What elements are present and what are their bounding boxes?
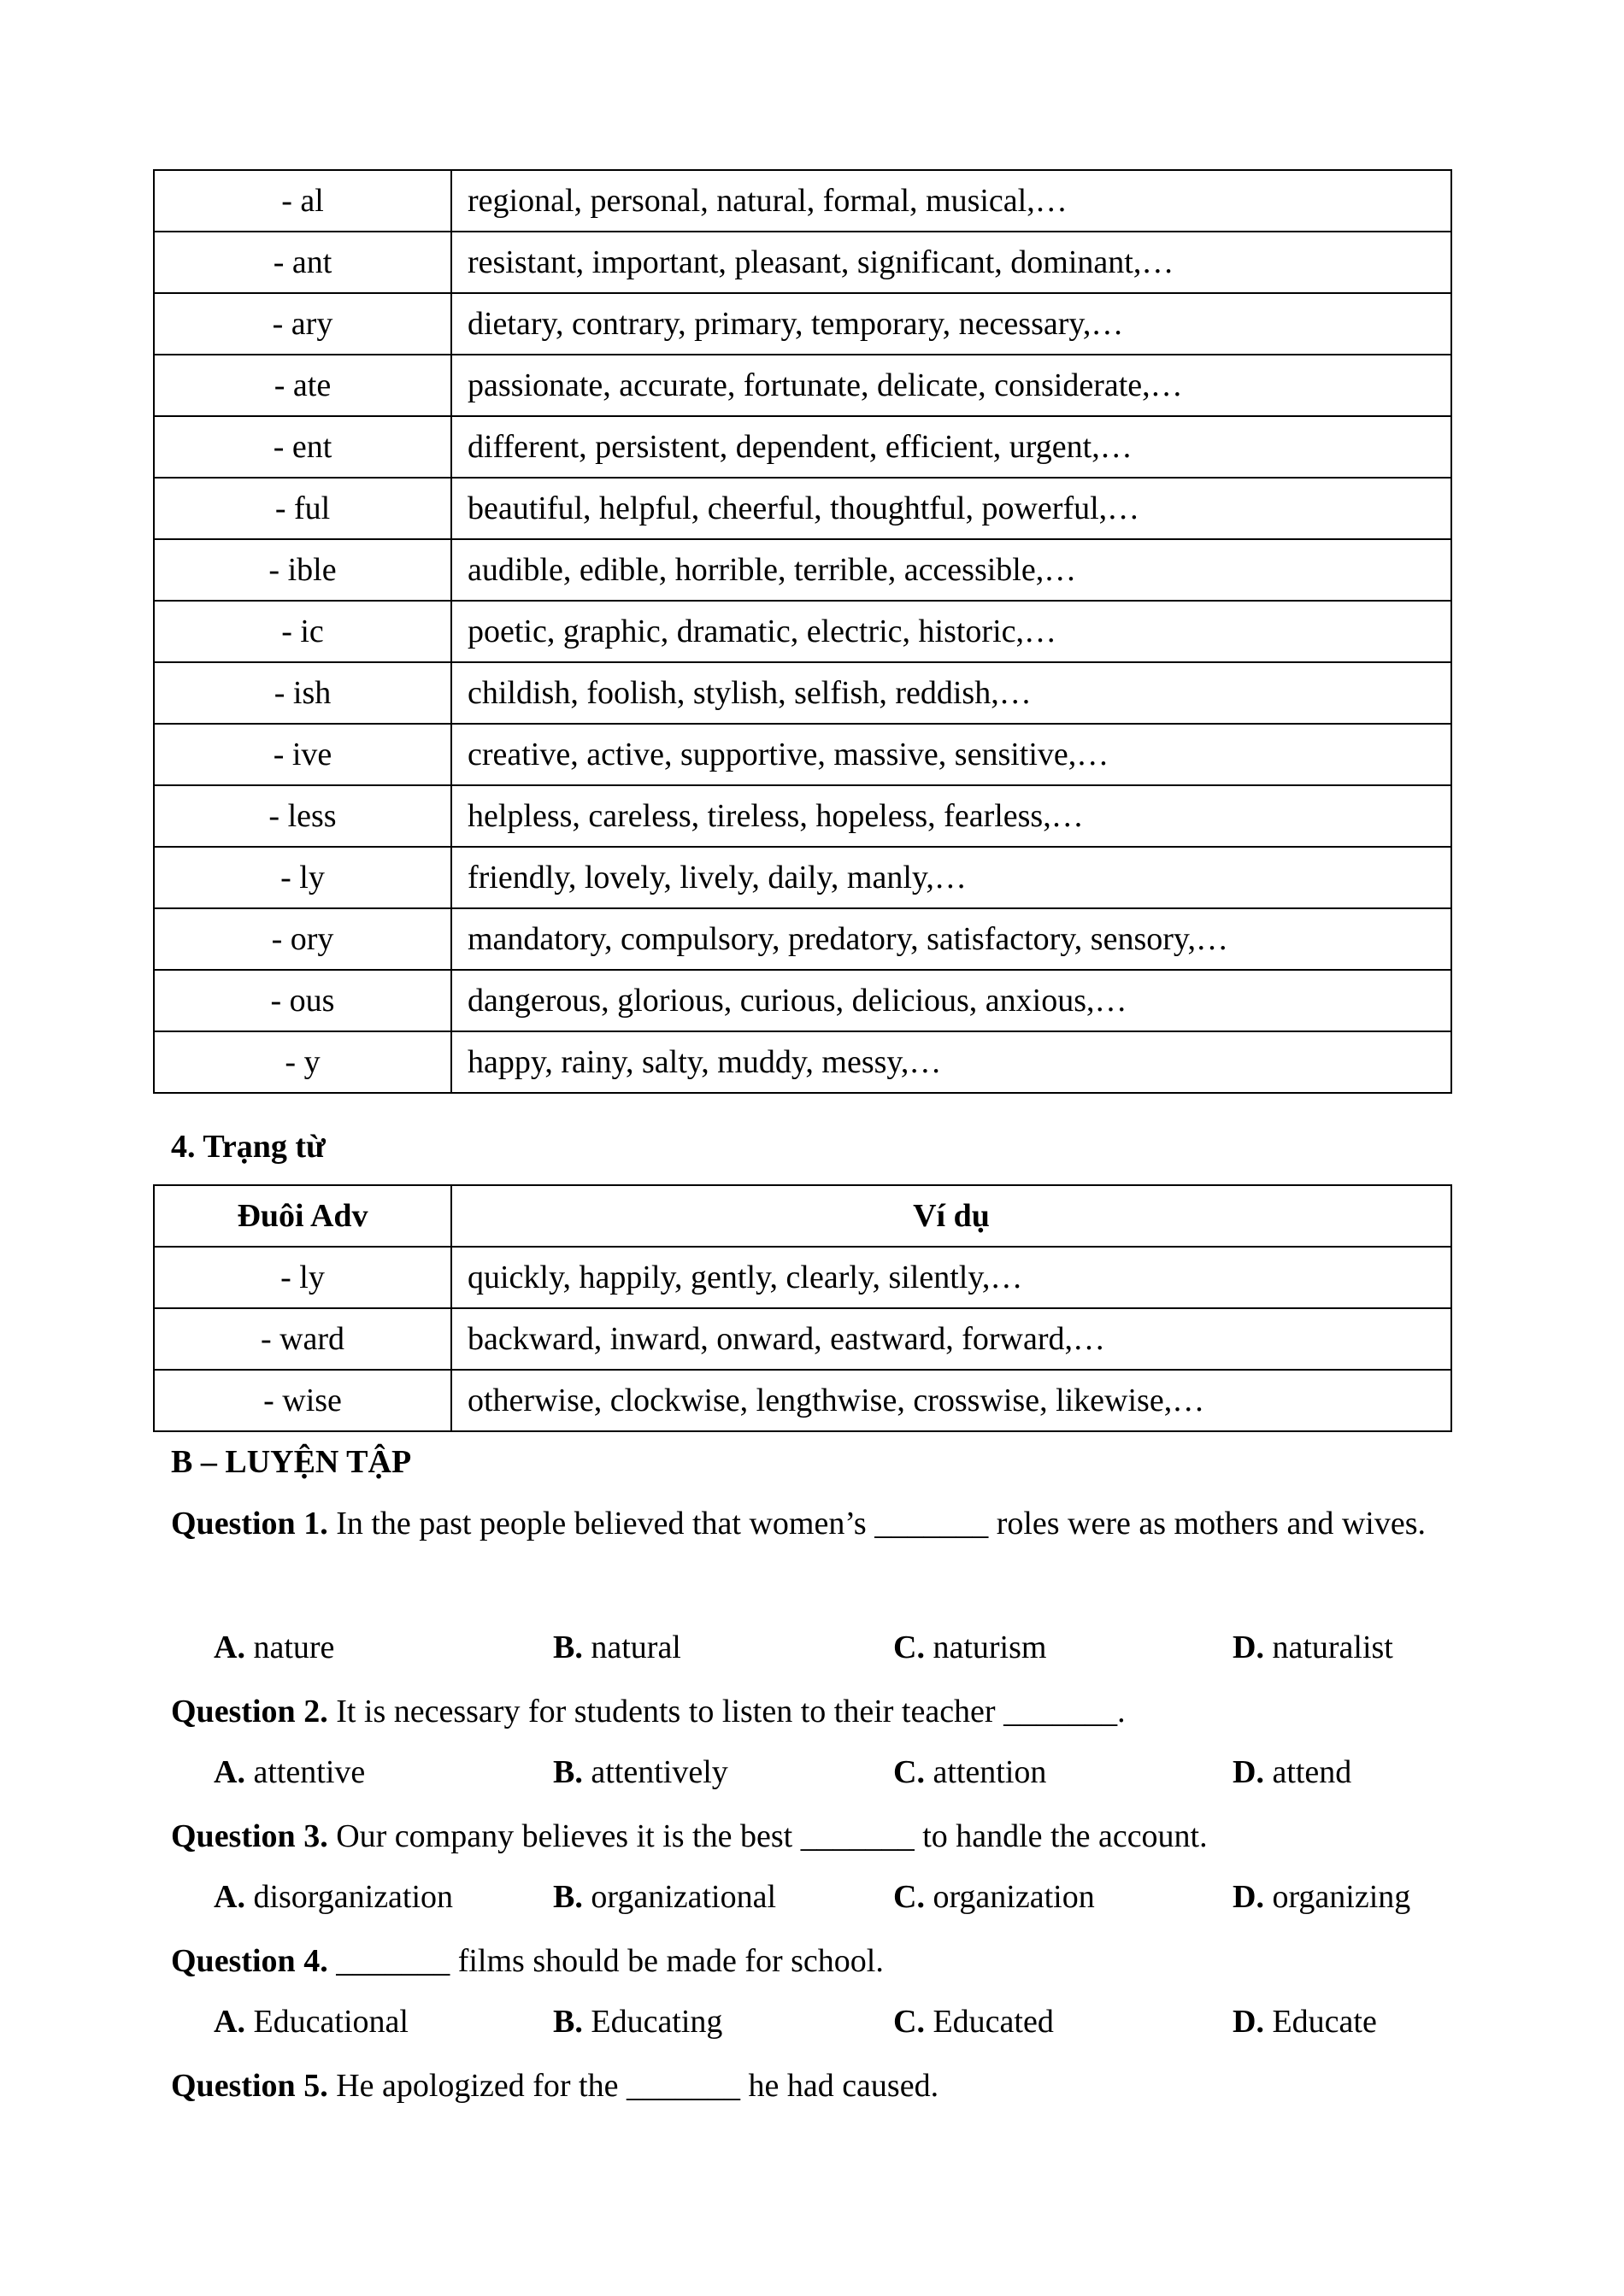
examples-cell: otherwise, clockwise, lengthwise, crosswise, likewise,… <box>451 1370 1451 1431</box>
question-5 <box>171 2055 1470 2117</box>
option-text: naturism <box>924 1630 1047 1665</box>
option-letter: C. <box>893 1754 925 1790</box>
suffix-cell: - ive <box>154 724 451 785</box>
suffix-cell: - ate <box>154 355 451 416</box>
column-header-examples: Ví dụ <box>451 1185 1451 1247</box>
question-text: Our company believes it is the best _______ to handle the account. <box>327 1818 1208 1854</box>
answer-option-b[interactable] <box>553 1626 681 1669</box>
option-text: attentive <box>244 1754 366 1790</box>
table-row <box>154 293 1451 355</box>
option-letter: B. <box>553 1754 583 1790</box>
table-row <box>154 847 1451 908</box>
answer-option-d[interactable] <box>1233 1626 1393 1669</box>
answer-options <box>214 1626 1453 1669</box>
suffix-cell: - ful <box>154 478 451 539</box>
answer-option-d[interactable] <box>1233 1751 1351 1794</box>
answer-options <box>214 1751 1453 1794</box>
answer-option-b[interactable] <box>553 2000 722 2043</box>
examples-cell: quickly, happily, gently, clearly, silently,… <box>451 1247 1451 1308</box>
table-row <box>154 355 1451 416</box>
table-row <box>154 970 1451 1031</box>
suffix-cell: - al <box>154 170 451 232</box>
suffix-cell: - ible <box>154 539 451 601</box>
question-label: Question 2. <box>171 1694 328 1729</box>
option-letter: A. <box>214 2004 245 2040</box>
answer-option-c[interactable] <box>893 1626 1046 1669</box>
examples-cell: backward, inward, onward, eastward, forward,… <box>451 1308 1451 1370</box>
option-letter: D. <box>1233 2004 1264 2040</box>
answer-option-a[interactable] <box>214 1751 365 1794</box>
option-letter: A. <box>214 1630 245 1665</box>
option-text: attend <box>1263 1754 1352 1790</box>
examples-cell: creative, active, supportive, massive, sensitive,… <box>451 724 1451 785</box>
suffix-cell: - ly <box>154 1247 451 1308</box>
option-letter: C. <box>893 2004 925 2040</box>
suffix-cell: - ant <box>154 232 451 293</box>
examples-cell: poetic, graphic, dramatic, electric, historic,… <box>451 601 1451 662</box>
examples-cell: childish, foolish, stylish, selfish, reddish,… <box>451 662 1451 724</box>
table-header-row <box>154 1185 1451 1247</box>
suffix-cell: - ous <box>154 970 451 1031</box>
question-2 <box>171 1681 1470 1742</box>
question-label: Question 4. <box>171 1943 328 1979</box>
answer-option-c[interactable] <box>893 1876 1095 1918</box>
question-text: _______ films should be made for school. <box>327 1943 884 1979</box>
option-letter: C. <box>893 1630 925 1665</box>
question-text: It is necessary for students to listen to their teacher _______. <box>327 1694 1126 1729</box>
option-text: attentively <box>582 1754 728 1790</box>
question-label: Question 5. <box>171 2068 328 2104</box>
table-row <box>154 1247 1451 1308</box>
answer-options <box>214 2000 1453 2043</box>
answer-option-a[interactable] <box>214 1626 334 1669</box>
option-letter: B. <box>553 1630 583 1665</box>
option-letter: A. <box>214 1754 245 1790</box>
option-text: Educate <box>1263 2004 1377 2040</box>
suffix-cell: - ent <box>154 416 451 478</box>
table-row <box>154 785 1451 847</box>
option-text: Educated <box>924 2004 1054 2040</box>
question-label: Question 3. <box>171 1818 328 1854</box>
adjective-suffix-table <box>153 169 1452 1094</box>
section-heading-adverbs: 4. Trạng từ <box>171 1129 326 1165</box>
answer-option-d[interactable] <box>1233 2000 1377 2043</box>
table-row <box>154 232 1451 293</box>
option-text: organizing <box>1263 1879 1411 1915</box>
option-text: attention <box>924 1754 1047 1790</box>
examples-cell: passionate, accurate, fortunate, delicate, considerate,… <box>451 355 1451 416</box>
examples-cell: resistant, important, pleasant, significant, dominant,… <box>451 232 1451 293</box>
examples-cell: dangerous, glorious, curious, delicious, anxious,… <box>451 970 1451 1031</box>
table-row <box>154 539 1451 601</box>
answer-option-b[interactable] <box>553 1876 776 1918</box>
examples-cell: mandatory, compulsory, predatory, satisfactory, sensory,… <box>451 908 1451 970</box>
examples-cell: beautiful, helpful, cheerful, thoughtful, powerful,… <box>451 478 1451 539</box>
answer-option-a[interactable] <box>214 2000 409 2043</box>
table-row <box>154 170 1451 232</box>
answer-option-d[interactable] <box>1233 1876 1410 1918</box>
table-row <box>154 478 1451 539</box>
suffix-cell: - ward <box>154 1308 451 1370</box>
table-row <box>154 1308 1451 1370</box>
question-text: He apologized for the _______ he had caused. <box>327 2068 939 2104</box>
table-row <box>154 1031 1451 1093</box>
option-text: natural <box>582 1630 681 1665</box>
option-text: Educating <box>582 2004 723 2040</box>
examples-cell: audible, edible, horrible, terrible, accessible,… <box>451 539 1451 601</box>
option-letter: B. <box>553 1879 583 1915</box>
suffix-cell: - less <box>154 785 451 847</box>
adverb-suffix-table <box>153 1184 1452 1432</box>
question-1 <box>171 1493 1470 1554</box>
option-text: nature <box>244 1630 335 1665</box>
option-text: organizational <box>582 1879 777 1915</box>
option-letter: D. <box>1233 1630 1264 1665</box>
option-text: naturalist <box>1263 1630 1393 1665</box>
suffix-cell: - ly <box>154 847 451 908</box>
examples-cell: different, persistent, dependent, efficient, urgent,… <box>451 416 1451 478</box>
column-header-suffix: Đuôi Adv <box>154 1185 451 1247</box>
suffix-cell: - ic <box>154 601 451 662</box>
option-text: Educational <box>244 2004 409 2040</box>
answer-option-b[interactable] <box>553 1751 728 1794</box>
table-row <box>154 601 1451 662</box>
suffix-cell: - wise <box>154 1370 451 1431</box>
answer-option-c[interactable] <box>893 1751 1046 1794</box>
option-letter: B. <box>553 2004 583 2040</box>
table-row <box>154 416 1451 478</box>
examples-cell: regional, personal, natural, formal, musical,… <box>451 170 1451 232</box>
question-4 <box>171 1930 1470 1992</box>
examples-cell: dietary, contrary, primary, temporary, necessary,… <box>451 293 1451 355</box>
table-row <box>154 908 1451 970</box>
examples-cell: helpless, careless, tireless, hopeless, fearless,… <box>451 785 1451 847</box>
question-label: Question 1. <box>171 1506 328 1541</box>
option-text: organization <box>924 1879 1095 1915</box>
table-row <box>154 724 1451 785</box>
question-text: In the past people believed that women’s _______ roles were as mothers and wives. <box>327 1506 1426 1541</box>
examples-cell: friendly, lovely, lively, daily, manly,… <box>451 847 1451 908</box>
option-letter: A. <box>214 1879 245 1915</box>
suffix-cell: - ory <box>154 908 451 970</box>
table-row <box>154 662 1451 724</box>
question-3 <box>171 1806 1470 1867</box>
suffix-cell: - ary <box>154 293 451 355</box>
examples-cell: happy, rainy, salty, muddy, messy,… <box>451 1031 1451 1093</box>
option-letter: C. <box>893 1879 925 1915</box>
answer-option-c[interactable] <box>893 2000 1054 2043</box>
option-letter: D. <box>1233 1879 1264 1915</box>
answer-options <box>214 1876 1453 1918</box>
answer-option-a[interactable] <box>214 1876 453 1918</box>
section-heading-practice: B – LUYỆN TẬP <box>171 1444 412 1480</box>
option-text: disorganization <box>244 1879 454 1915</box>
option-letter: D. <box>1233 1754 1264 1790</box>
table-row <box>154 1370 1451 1431</box>
suffix-cell: - ish <box>154 662 451 724</box>
suffix-cell: - y <box>154 1031 451 1093</box>
